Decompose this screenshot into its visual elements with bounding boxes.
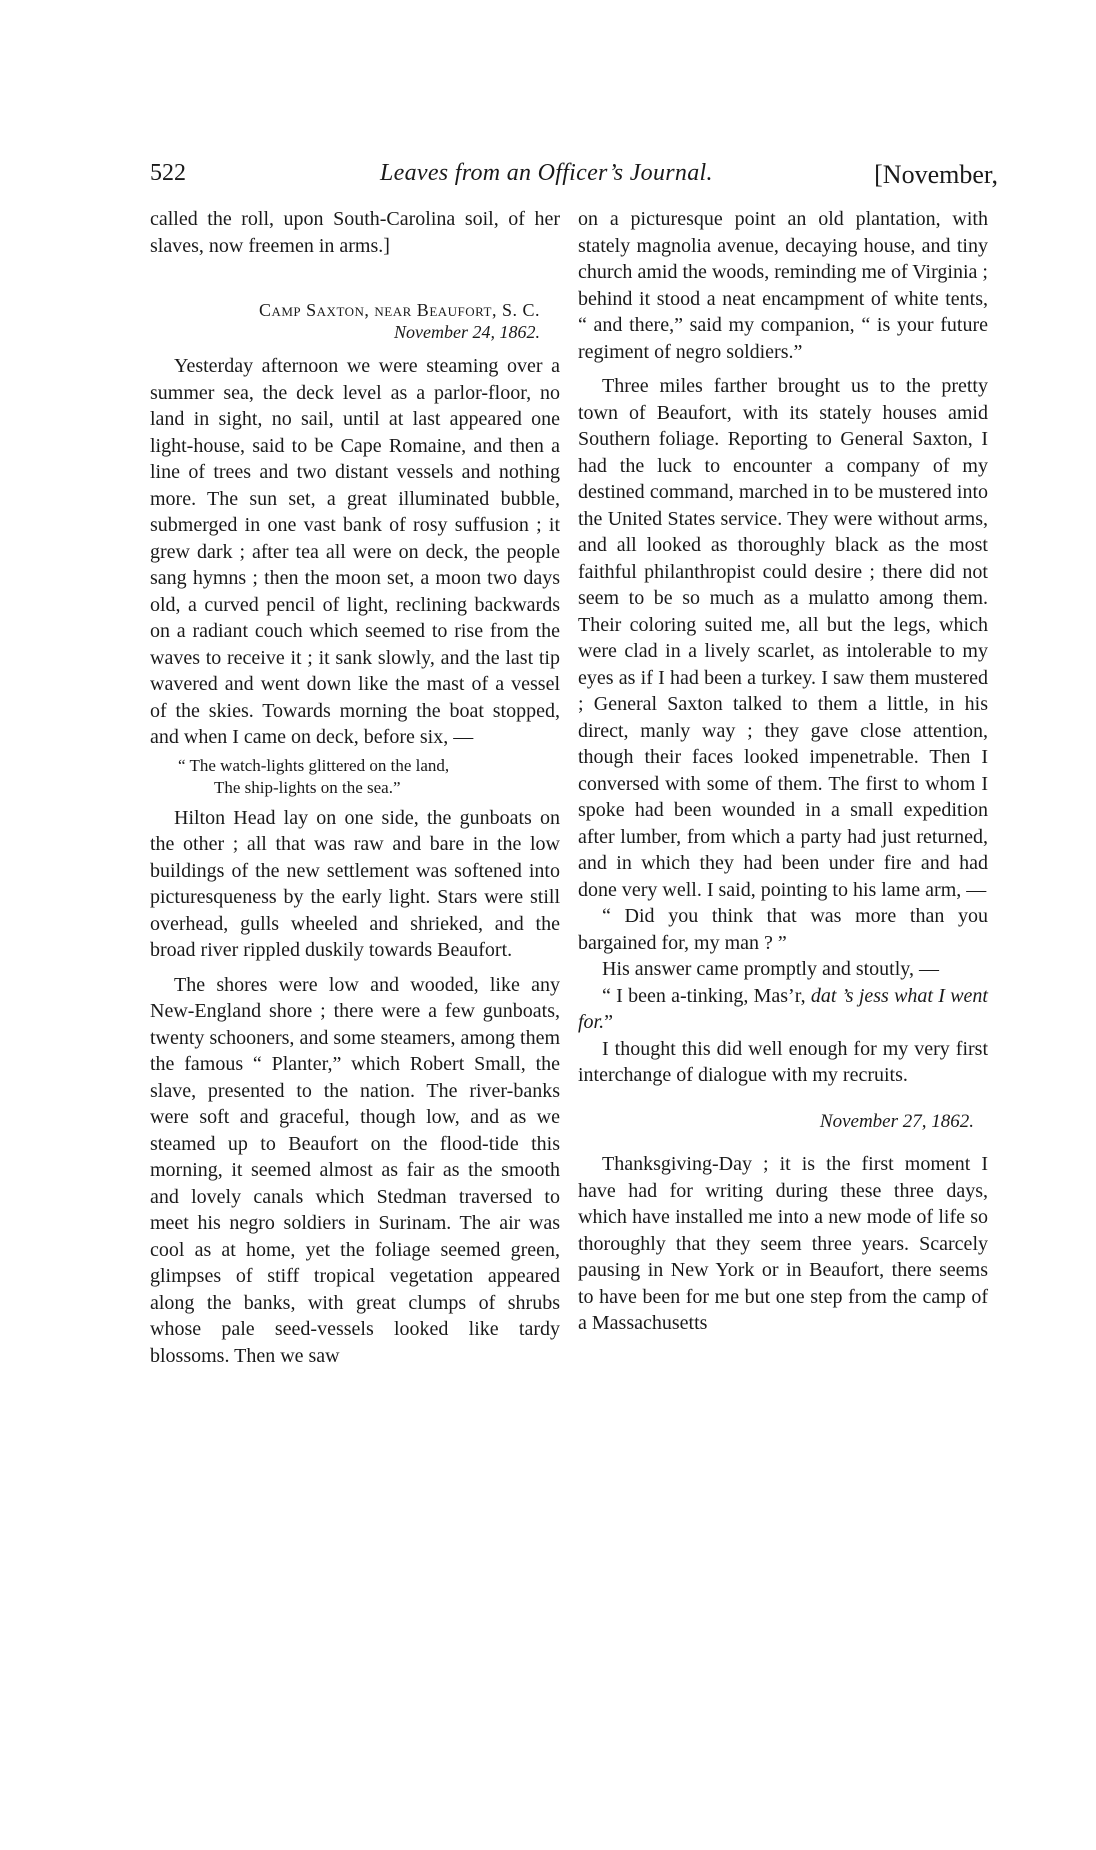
- right-paragraph-2: “ Did you think that was more than you bargained for, my man ? ”: [578, 905, 988, 954]
- right-paragraph-6: Thanksgiving-Day ; it is the first moment I have had for writing during these three days, which have installed me into a new mode of life so thoroughly that they seem three years. Scarcely pausing in New York or in Beaufort, there seems to have been for me but one step from the camp of a Massachusetts: [578, 1153, 988, 1334]
- right-opening-paragraph: on a picturesque point an old plantation, with stately magnolia avenue, decaying house, and tiny church amid the woods, reminding me of Virginia ; behind it stood a neat encampment of white tents, “ and there,” said my companion, “ is your future regiment of negro soldiers.”: [578, 208, 988, 363]
- verse-quote: [178, 755, 560, 799]
- camp-dateline: [150, 299, 560, 343]
- quote-start: “ I been a-tinking, Mas’r,: [602, 984, 811, 1007]
- left-paragraph-1: Yesterday afternoon we were steaming over a summer sea, the deck level as a parlor-floor, no land in sight, no sail, until at last appeared one light-house, said to be Cape Romaine, and then a line of trees and two distant vessels and nothing more. The sun set, a great illuminated bubble, submerged in one vast bank of rosy suffusion ; it grew dark ; after tea all were on deck, the people sang hymns ; then the moon set, a moon two days old, a curved pencil of light, reclining backwards on a radiant couch which seemed to rise from the waves to receive it ; it sank slowly, and the last tip wavered and went down like the mast of a vessel of the skies. Towards morning the boat stopped, and when I came on deck, before six, —: [150, 355, 560, 748]
- dateline-place: Camp Saxton, near Beaufort, S. C.: [258, 300, 540, 320]
- verse-line-1: “ The watch-lights glittered on the land,: [178, 755, 450, 775]
- right-column: [578, 206, 988, 1337]
- left-opening-paragraph: called the roll, upon South-Carolina soil, of her slaves, now freemen in arms.]: [150, 208, 560, 257]
- left-paragraph-2: Hilton Head lay on one side, the gunboats on the other ; all that was raw and bare in the low buildings of the new settlement was softened into picturesqueness by the early light. Stars were still overhead, gulls wheeled and shrieked, and the broad river rippled duskily towards Beaufort.: [150, 806, 560, 961]
- left-column: [150, 206, 560, 1369]
- right-paragraph-5: I thought this did well enough for my very first interchange of dialogue with my recruits.: [578, 1037, 988, 1086]
- quote-end: ”: [604, 1011, 614, 1033]
- running-title: Leaves from an Officer’s Journal.: [380, 160, 713, 186]
- right-paragraph-1: Three miles farther brought us to the pretty town of Beaufort, with its stately houses amid Southern foliage. Reporting to General Saxton, I had the luck to encounter a company of my destined command, marched in to be mustered into the United States service. They were without arms, and all looked as thoroughly black as the most faithful philanthropist could desire ; there did not seem to be so much as a mulatto among them. Their coloring suited me, all but the legs, which were clad in a lively scarlet, as intolerable to my eyes as if I had been a turkey. I saw them mustered ; General Saxton talked to them a little, in his direct, manly way ; they gave close attention, though their faces looked impenetrable. Then I conversed with some of them. The first to whom I spoke had been wounded in a small expedition after lumber, from which a party had just returned, and in which they had been under fire and had done very well. I said, pointing to his lame arm, —: [578, 375, 988, 901]
- dateline-date: November 24, 1862.: [394, 322, 540, 342]
- page-header: [150, 160, 998, 200]
- left-paragraph-3: The shores were low and wooded, like any New-England shore ; there were a few gunboats, twenty schooners, and some steamers, among them the famous “ Planter,” which Robert Small, the slave, presented to the nation. The river-banks were soft and graceful, though low, and as we steamed up to Beaufort on the flood-tide this morning, it seemed almost as fair as the smooth and lovely canals which Stedman traversed to meet his negro soldiers in Surinam. The air was cool as at home, yet the foliage seemed green, glimpses of stiff tropical vegetation appeared along the banks, with great clumps of shrubs whose pale seed-vessels looked like tardy blossoms. Then we saw: [150, 973, 560, 1367]
- running-month: [November,: [874, 160, 998, 189]
- page-number: 522: [150, 160, 186, 186]
- thanksgiving-dateline: November 27, 1862.: [819, 1110, 974, 1132]
- right-paragraph-4: [578, 983, 988, 1036]
- quote-italic: dat ’s jess what I went for.: [578, 984, 988, 1033]
- verse-line-2: The ship-lights on the sea.”: [214, 777, 401, 797]
- right-paragraph-3: His answer came promptly and stoutly, —: [602, 958, 939, 980]
